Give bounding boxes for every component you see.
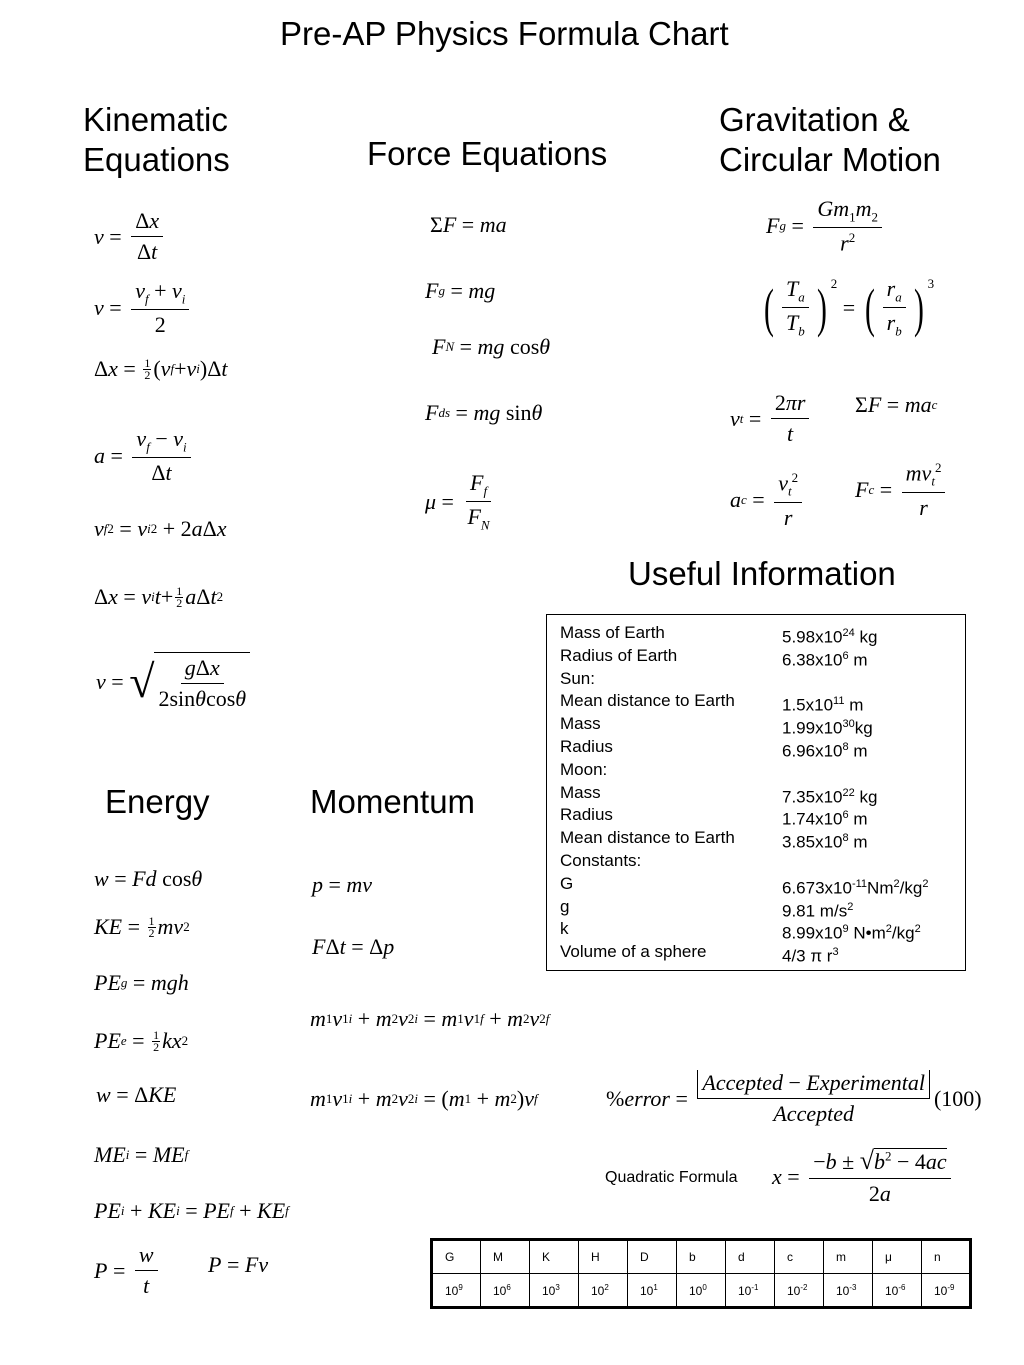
useful-info-label: Sun: (560, 669, 595, 688)
useful-info-label: Radius of Earth (560, 646, 678, 665)
prefix-exponent-cell: $10^1$ (628, 1274, 677, 1308)
work-energy-equation: w = Δ KE (96, 1082, 177, 1107)
prefix-symbol-cell: D (628, 1240, 677, 1274)
useful-info-value: $6.38x10^6$ m (782, 650, 868, 670)
prefix-symbol-cell: K (530, 1240, 579, 1274)
momentum-equation: p = mv (312, 872, 373, 897)
average-velocity-equation: v = $\frac{v_f + v_i}{2}$ (94, 278, 193, 338)
newton-second-law-equation: Σ F = ma (430, 212, 507, 237)
useful-info-label: Radius (560, 737, 613, 756)
useful-info-value: $8.99x10^9$ $N•m^2/kg^2$ (782, 923, 921, 943)
useful-info-value: $1.74x10^6$ m (782, 809, 868, 829)
useful-info-label: Radius (560, 805, 613, 824)
page-title: Pre-AP Physics Formula Chart (280, 15, 729, 52)
prefix-symbol-cell: H (579, 1240, 628, 1274)
power-velocity-equation: P = Fv (208, 1252, 269, 1277)
useful-info-value: $7.35x10^{22}$ kg (782, 787, 878, 807)
power-work-equation: P = $\frac{w}{t}$ (94, 1242, 162, 1299)
prefix-symbol-cell: m (824, 1240, 873, 1274)
useful-info-value: $6.96x10^8$ m (782, 741, 868, 761)
normal-force-equation: F N = mg cos θ (432, 334, 551, 359)
useful-info-value: $1.99x10^{30}kg$ (782, 718, 873, 738)
impulse-equation: F Δ t = Δ p (312, 934, 395, 959)
prefix-symbol-cell: d (726, 1240, 775, 1274)
useful-info-label: Volume of a sphere (560, 942, 707, 961)
useful-info-value: 9.81 $m/s^2$ (782, 901, 854, 921)
prefix-exponent-cell: $10^0$ (677, 1274, 726, 1308)
useful-info-label: Mean distance to Earth (560, 691, 735, 710)
prefix-exponent-cell: $10^{-3}$ (824, 1274, 873, 1308)
prefix-exponent-cell: $10^{-6}$ (873, 1274, 922, 1308)
useful-info-label: g (560, 897, 570, 916)
mechanical-energy-equation: ME i = ME f (94, 1142, 189, 1167)
useful-info-label: Mass (560, 783, 601, 802)
prefix-exponent-cell: $10^3$ (530, 1274, 579, 1308)
prefix-exponent-cell: $10^9$ (432, 1274, 481, 1308)
quadratic-label: Quadratic Formula (605, 1169, 738, 1186)
prefix-exponent-cell: $10^6$ (481, 1274, 530, 1308)
elastic-pe-equation: PE e = 1 2 kx 2 (94, 1027, 189, 1054)
force-heading: Force Equations (367, 135, 608, 172)
energy-conservation-equation: PE i + KE i = PE f + KE f (94, 1198, 289, 1223)
velocity-squared-equation: v f 2 = v i 2 + 2 a Δ x (94, 516, 227, 541)
useful-info-label: Mean distance to Earth (560, 828, 735, 847)
downslope-force-equation: F ds = mg sin θ (425, 400, 543, 425)
inelastic-collision-equation: m 1 v 1i + m 2 v 2i = ( m 1 + m 2 ) v f (310, 1086, 538, 1111)
momentum-heading: Momentum (310, 783, 476, 820)
kinematic-heading: Kinematic Equations (83, 101, 230, 178)
useful-info-value: $3.85x10^8$ m (782, 832, 868, 852)
useful-info-value: $1.5x10^{11}$ m (782, 695, 864, 715)
useful-info-label: G (560, 874, 574, 893)
prefix-symbol-row (432, 1240, 971, 1274)
useful-info-label: Constants: (560, 851, 642, 870)
projectile-velocity-equation: v = √ $\frac{\text{gΔx}}{2\sin\theta\cos\theta}$ (96, 652, 254, 712)
velocity-equation: v = $\frac{\Delta x}{\Delta t}$ (94, 208, 167, 265)
elastic-collision-equation: m 1 v 1i + m 2 v 2i = m 1 v 1f + m 2 v 2f (310, 1006, 550, 1031)
centripetal-net-force-equation: Σ F = ma c (855, 392, 938, 417)
prefix-exponent-row (432, 1274, 971, 1308)
quadratic-formula: x = $\frac{-b \pm √b^2 - 4ac}{2a}$ (772, 1146, 955, 1207)
prefix-symbol-cell: b (677, 1240, 726, 1274)
prefix-exponent-cell: $10^{-1}$ (726, 1274, 775, 1308)
displacement-time-equation: Δ x = v i t + 1 2 a Δ t 2 (94, 583, 224, 610)
useful-info-label: k (560, 919, 569, 938)
useful-info-label: Moon: (560, 760, 608, 779)
prefix-symbol-cell: μ (873, 1240, 922, 1274)
useful-info-label: Mass (560, 714, 601, 733)
acceleration-equation: a = $\frac{v_f - v_i}{\Delta t}$ (94, 426, 195, 486)
gravitational-force-equation: F g = $\frac{Gm_1m_2}{r^2}$ (766, 196, 886, 257)
prefix-symbol-cell: c (775, 1240, 824, 1274)
centripetal-force-equation: F c = $\frac{mv_t^2}{r}$ (855, 460, 949, 521)
tangential-velocity-equation: v t = $\frac{2\pi r}{t}$ (730, 390, 813, 447)
useful-heading: Useful Information (628, 555, 896, 592)
prefix-symbol-cell: G (432, 1240, 481, 1274)
percent-error-equation: % error = $\frac{\text{Accepted − Experimental}}{\text{Accepted}}$ (100) (606, 1070, 982, 1126)
prefix-symbol-cell: M (481, 1240, 530, 1274)
gravitation-heading: Gravitation & Circular Motion (719, 101, 941, 178)
weight-equation: F g = mg (425, 278, 496, 303)
useful-info-label: Mass of Earth (560, 623, 665, 642)
useful-info-value: $5.98x10^{24}$ kg (782, 627, 878, 647)
gravitational-pe-equation: PE g = mgh (94, 970, 189, 995)
prefix-table (430, 1238, 972, 1309)
prefix-symbol-cell: n (922, 1240, 971, 1274)
centripetal-acceleration-equation: a c = $\frac{v_t^2}{r}$ (730, 470, 806, 531)
prefix-exponent-cell: $10^{-9}$ (922, 1274, 971, 1308)
work-equation: w = Fd cos θ (94, 866, 203, 891)
kepler-third-law-equation: ( $\frac{T_a}{T_b}$ ) $^2$ = ( $\frac{r_a}{r_b}$ ) $^3$ (764, 276, 935, 339)
friction-coefficient-equation: μ = $\frac{F_f}{F_N}$ (425, 470, 490, 533)
kinetic-energy-equation: KE = 1 2 mv 2 (94, 913, 190, 940)
prefix-exponent-cell: $10^2$ (579, 1274, 628, 1308)
displacement-average-equation: Δ x = 1 2 ( v f + v i )Δ t (94, 355, 228, 382)
useful-info-value: 4/3 π $r^3$ (782, 946, 839, 966)
prefix-exponent-cell: $10^{-2}$ (775, 1274, 824, 1308)
useful-info-value: $6.673x10^{-11}Nm^2/kg^2$ (782, 878, 929, 898)
energy-heading: Energy (105, 783, 210, 820)
